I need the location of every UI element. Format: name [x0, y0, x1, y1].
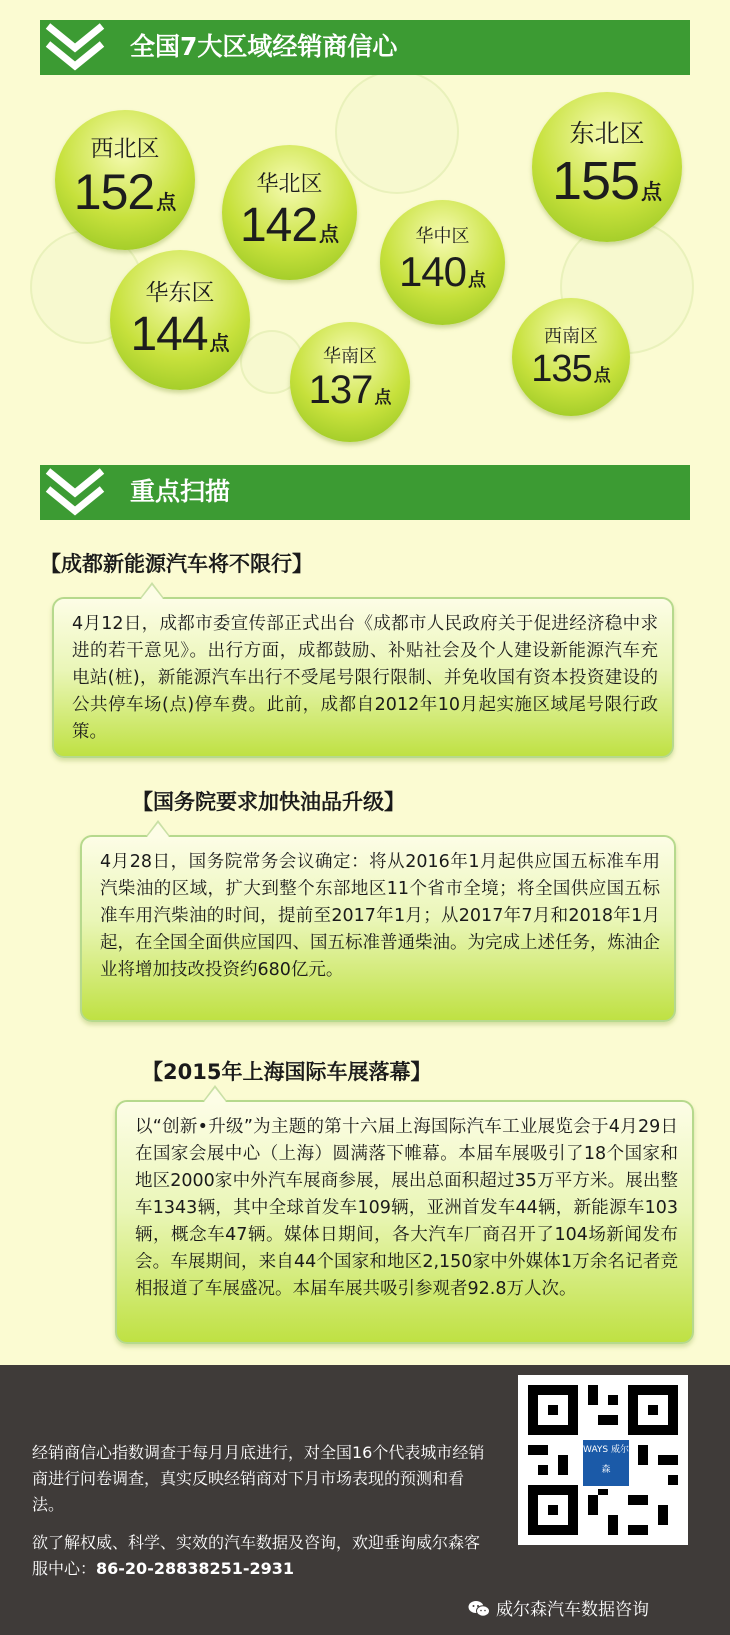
wechat-account-name: 威尔森汽车数据咨询 [496, 1600, 649, 1620]
footer-contact [32, 1530, 487, 1582]
region-bubble-southwest [512, 298, 630, 416]
section-header-key-scan [40, 465, 690, 520]
news-box [80, 835, 676, 1022]
region-name: 华北区 [256, 172, 323, 197]
wechat-account [468, 1598, 649, 1622]
region-bubble-north [222, 145, 357, 280]
footer-description: 经销商信心指数调查于每月月底进行，对全国16个代表城市经销商进行问卷调查，真实反映经销商对下月市场表现的预测和看法。 [32, 1443, 485, 1514]
news-body: 以“创新•升级”为主题的第十六届上海国际汽车工业展览会于4月29日在国家会展中心（上海）圆满落下帷幕。本届车展吸引了18个国家和地区2000家中外汽车展商参展，展出总面积超过35万平方米。展出整车1343辆，其中全球首发车109辆，亚洲首发车44辆，新能源车103辆，概念车47辆。媒体日期间，各大汽车厂商召开了104场新闻发布会。车展期间，来自44个国家和地区2,150家中外媒体1万余名记者竞相报道了车展盛况。本届车展共吸引参观者92.8万人次。 [135, 1117, 678, 1299]
region-score-unit: 点 [593, 366, 611, 386]
region-score-unit: 点 [156, 190, 177, 214]
news-box [115, 1100, 694, 1344]
region-name: 华中区 [415, 226, 470, 247]
news-box [52, 597, 674, 758]
qr-code [518, 1375, 688, 1545]
news-title: 【2015年上海国际车展落幕】 [142, 1060, 432, 1084]
qr-center-logo: WAYS 威尔森 [580, 1437, 632, 1489]
service-phone: 86-20-28838251-2931 [96, 1559, 295, 1578]
region-score-unit: 点 [374, 388, 392, 408]
section-title: 全国7大区域经销商信心 [130, 32, 398, 61]
region-bubble-east [110, 250, 250, 390]
news-body: 4月12日，成都市委宣传部正式出台《成都市人民政府关于促进经济稳中求进的若干意见》。出行方面，成都鼓励、补贴社会及个人建设新能源汽车充电站(桩)，新能源汽车出行不受尾号限行限制、并免收国有资本投资建设的公共停车场(点)停车费。此前，成都自2012年10月起实施区域尾号限行政策。 [72, 614, 658, 742]
region-name: 华南区 [323, 346, 377, 367]
region-score: 135 [531, 348, 592, 390]
region-score-unit: 点 [641, 180, 663, 204]
section-title: 重点扫描 [130, 477, 231, 506]
region-score: 144 [130, 308, 208, 361]
double-chevron-icon [40, 465, 110, 520]
region-name: 西北区 [90, 136, 160, 162]
region-bubble-central [380, 200, 505, 325]
section-header-confidence [40, 20, 690, 75]
region-score: 142 [239, 199, 318, 252]
callout-notch [141, 585, 163, 599]
region-score: 152 [73, 164, 155, 220]
region-score-unit: 点 [209, 331, 230, 355]
double-chevron-icon [40, 20, 110, 75]
news-title: 【成都新能源汽车将不限行】 [40, 552, 313, 576]
region-bubble-south [290, 322, 410, 442]
callout-notch [147, 823, 169, 837]
footer-contact-text: 欲了解权威、科学、实效的汽车数据及咨询，欢迎垂询威尔森客服中心： [32, 1533, 481, 1578]
region-score: 137 [308, 368, 373, 412]
news-body: 4月28日，国务院常务会议确定：将从2016年1月起供应国五标准车用汽柴油的区域，扩大到整个东部地区11个省市全境；将全国供应国五标准车用汽柴油的时间，提前至2017年1月；从2017年7月和2018年1月起，在全国全面供应国四、国五标准普通柴油。为完成上述任务，炼油企业将增加技改投资约680亿元。 [100, 852, 660, 980]
region-name: 西南区 [544, 326, 598, 347]
region-score: 155 [551, 151, 640, 211]
region-name: 东北区 [569, 119, 645, 148]
region-name: 华东区 [145, 280, 215, 306]
region-score-unit: 点 [319, 222, 340, 246]
callout-notch [204, 1088, 226, 1102]
region-bubble-northwest [55, 110, 195, 250]
news-title: 【国务院要求加快油品升级】 [132, 790, 405, 814]
region-score-unit: 点 [468, 270, 487, 291]
wechat-icon [468, 1600, 490, 1618]
region-score: 140 [398, 248, 467, 295]
region-bubble-northeast [532, 92, 682, 242]
